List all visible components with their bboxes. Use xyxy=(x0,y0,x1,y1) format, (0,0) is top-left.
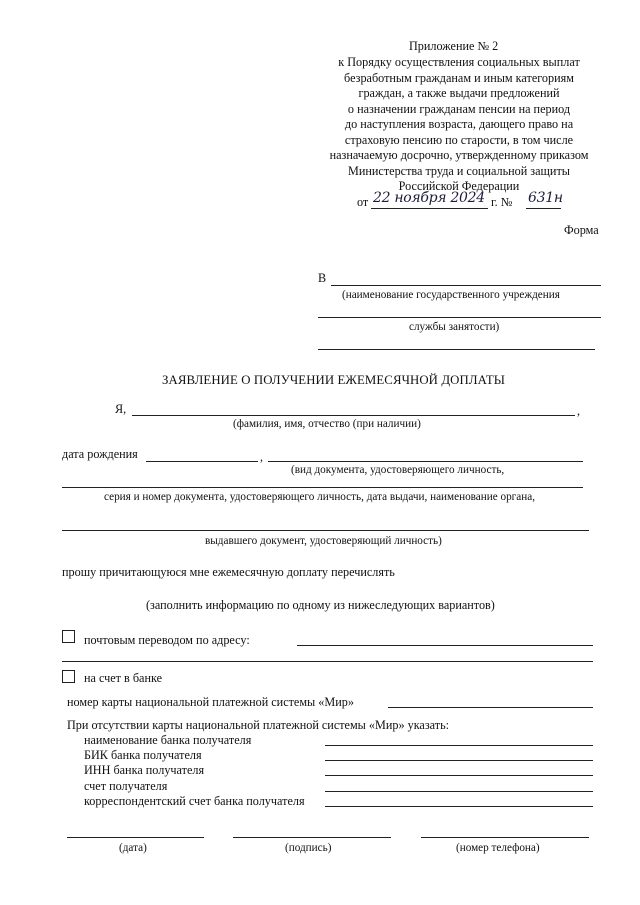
mir-card-line[interactable] xyxy=(388,707,593,708)
order-number-prefix: г. № xyxy=(491,195,513,209)
postal-transfer-checkbox[interactable] xyxy=(62,630,75,643)
order-date-prefix: от xyxy=(357,195,369,209)
applicant-name-line[interactable] xyxy=(132,415,575,416)
appendix-line: граждан, а также выдачи предложений xyxy=(358,86,560,100)
form-label: Форма xyxy=(564,223,599,237)
series-number-caption: серия и номер документа, удостоверяющего личность, дата выдачи, наименование органа, xyxy=(104,491,535,503)
birth-date-comma: , xyxy=(260,450,264,464)
birth-date-label: дата рождения xyxy=(62,447,138,461)
recipient-caption-2: службы занятости) xyxy=(409,321,500,333)
mir-card-label: номер карты национальной платежной системы «Мир» xyxy=(67,695,354,709)
date-signature-line[interactable] xyxy=(67,837,204,838)
issuer-line[interactable] xyxy=(62,530,589,531)
appendix-line: назначаемую досрочно, утвержденному приказом xyxy=(329,148,589,162)
appendix-line: безработным гражданам и иным категориям xyxy=(344,70,574,85)
bank-account-checkbox[interactable] xyxy=(62,670,75,683)
appendix-line: о назначении гражданам пенсии на период xyxy=(347,101,571,116)
no-mir-label: При отсутствии карты национальной платежной системы «Мир» указать: xyxy=(67,718,450,732)
bik-line[interactable] xyxy=(325,760,593,761)
phone-line[interactable] xyxy=(421,837,589,838)
issuer-caption: выдавшего документ, удостоверяющий личность) xyxy=(205,535,442,547)
applicant-name-comma: , xyxy=(577,404,581,418)
postal-address-line-1[interactable] xyxy=(297,645,593,646)
order-date-handwritten: 22 ноября 2024 xyxy=(373,190,485,206)
bik-label: БИК банка получателя xyxy=(84,748,202,762)
recipient-account-line[interactable] xyxy=(325,791,593,792)
postal-address-line-2[interactable] xyxy=(62,661,593,662)
order-number-underline xyxy=(526,208,561,209)
recipient-caption-1: (наименование государственного учреждения xyxy=(342,289,560,301)
order-date-underline xyxy=(371,208,488,209)
request-text: прошу причитающуюся мне ежемесячную доплату перечислять xyxy=(62,565,395,579)
corr-account-label: корреспондентский счет банка получателя xyxy=(84,794,305,808)
signature-caption: (подпись) xyxy=(285,842,332,854)
postal-transfer-label: почтовым переводом по адресу: xyxy=(84,633,250,647)
recipient-line-1[interactable] xyxy=(331,285,601,286)
identity-document-line[interactable] xyxy=(268,461,583,462)
corr-account-line[interactable] xyxy=(325,806,593,807)
inn-label: ИНН банка получателя xyxy=(84,763,205,777)
document-title: ЗАЯВЛЕНИЕ О ПОЛУЧЕНИИ ЕЖЕМЕСЯЧНОЙ ДОПЛАТЫ xyxy=(162,373,506,387)
bank-account-label: на счет в банке xyxy=(84,671,163,685)
bank-name-label: наименование банка получателя xyxy=(84,733,252,747)
appendix-line: Российской Федерации xyxy=(398,179,520,193)
appendix-line: Министерства труда и социальной защиты xyxy=(348,163,570,178)
identity-document-caption: (вид документа, удостоверяющего личность, xyxy=(291,464,505,476)
date-caption: (дата) xyxy=(119,842,147,854)
appendix-line: страховую пенсию по старости, в том числе xyxy=(344,132,574,147)
appendix-title: Приложение № 2 xyxy=(409,39,499,53)
recipient-prefix: В xyxy=(318,271,327,285)
recipient-account-label: счет получателя xyxy=(84,779,168,793)
applicant-i-label: Я, xyxy=(115,402,127,416)
series-number-line[interactable] xyxy=(62,487,583,488)
recipient-line-3[interactable] xyxy=(318,349,595,350)
variants-note: (заполнить информацию по одному из нижеследующих вариантов) xyxy=(146,598,495,612)
appendix-line: до наступления возраста, дающего право на xyxy=(344,117,574,131)
appendix-line: к Порядку осуществления социальных выплат xyxy=(338,55,580,69)
applicant-name-caption: (фамилия, имя, отчество (при наличии) xyxy=(233,418,421,430)
phone-caption: (номер телефона) xyxy=(456,842,540,854)
inn-line[interactable] xyxy=(325,775,593,776)
bank-name-line[interactable] xyxy=(325,745,593,746)
signature-line[interactable] xyxy=(233,837,391,838)
order-number-handwritten: 631н xyxy=(528,190,563,206)
recipient-line-2[interactable] xyxy=(318,317,601,318)
birth-date-line[interactable] xyxy=(146,461,258,462)
